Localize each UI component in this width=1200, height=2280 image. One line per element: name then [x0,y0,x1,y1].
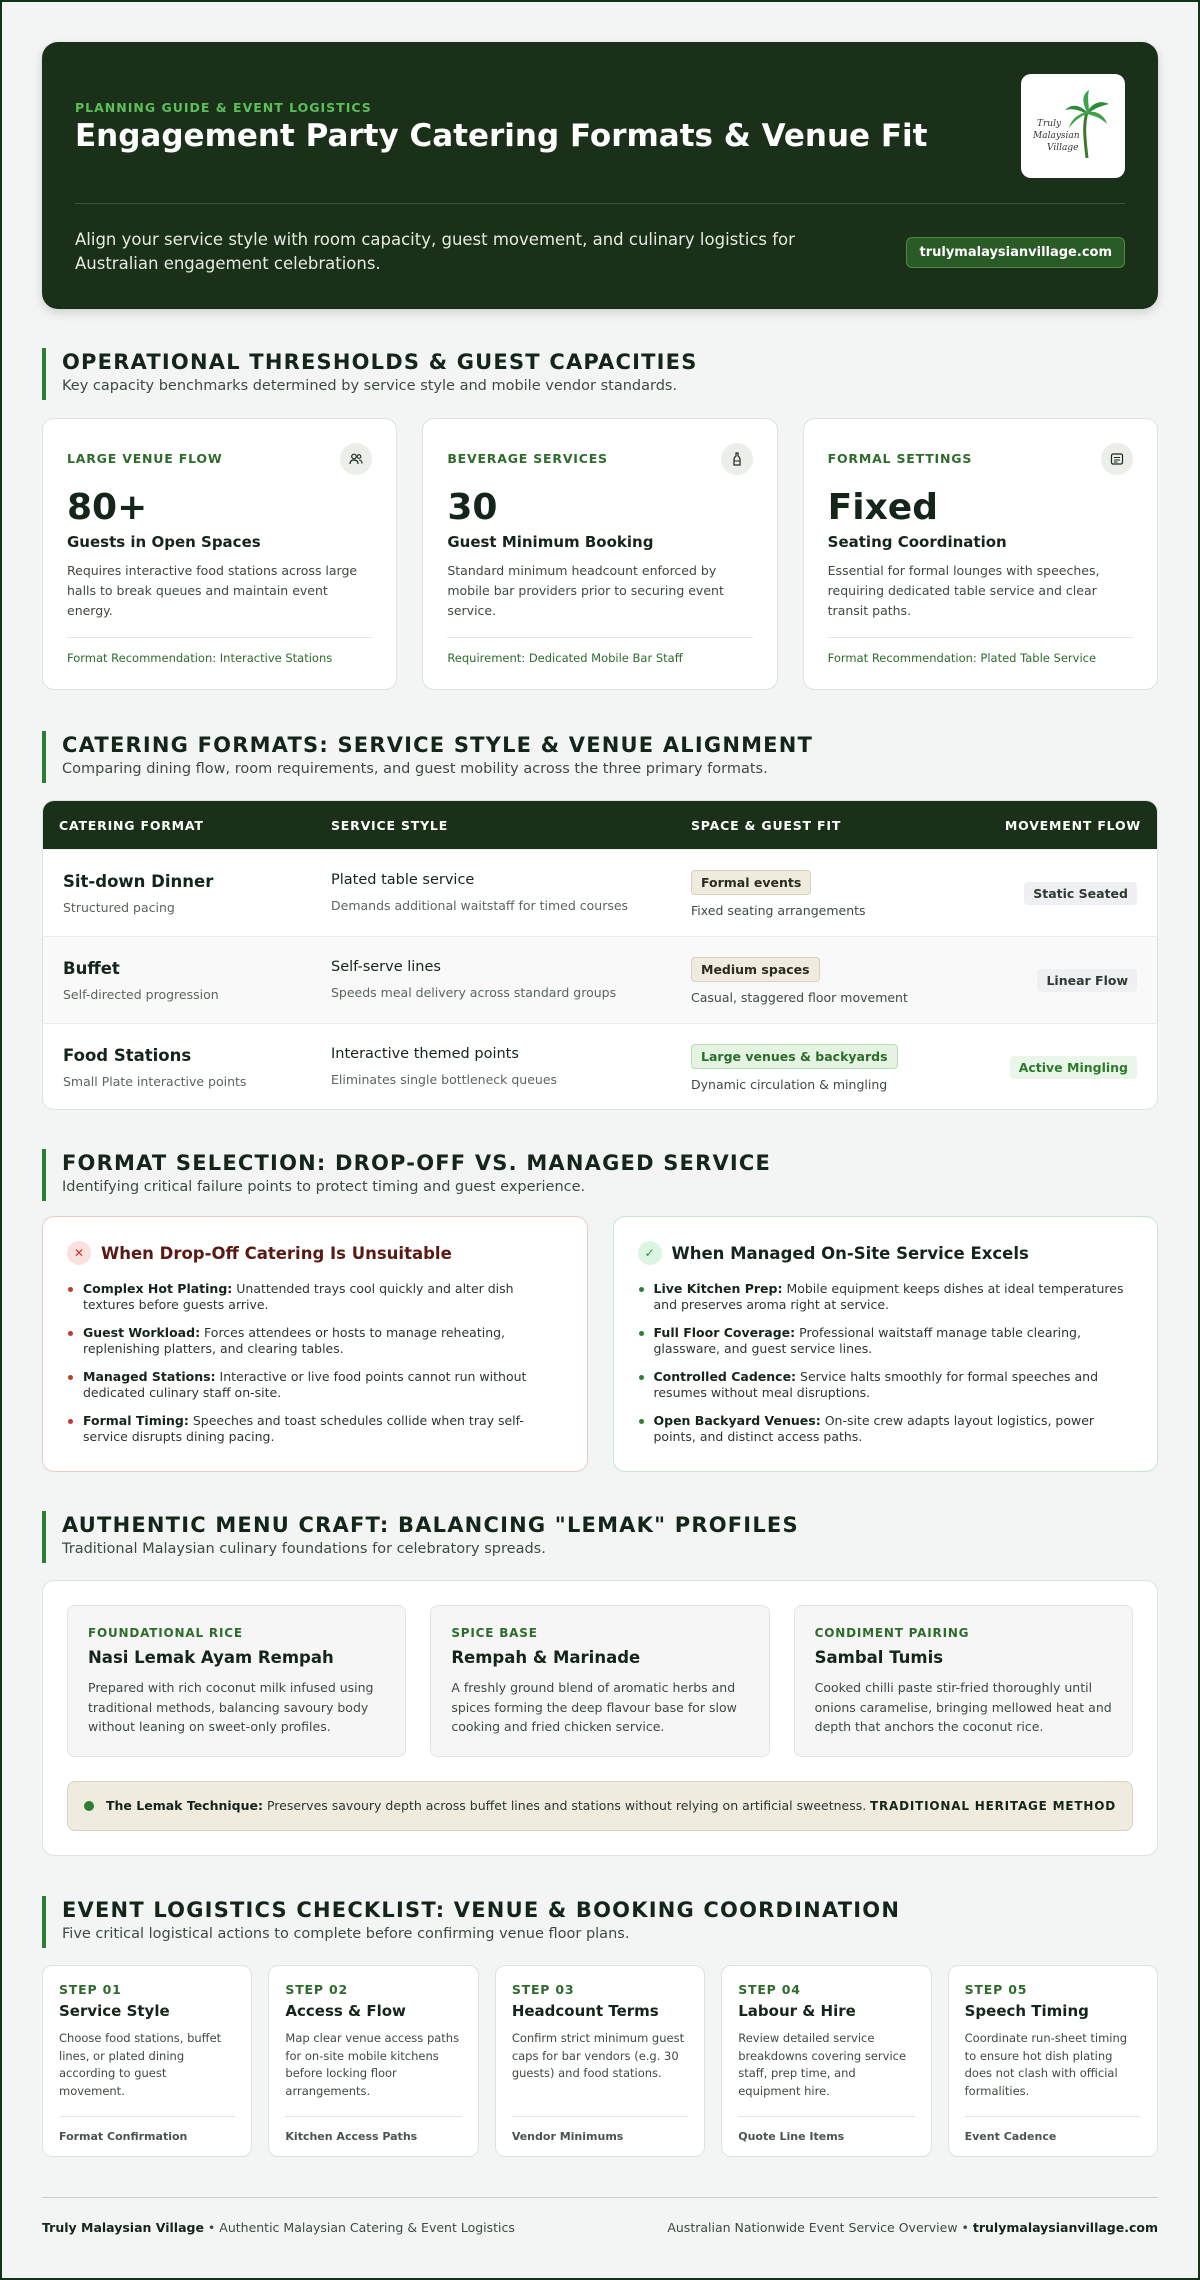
movement-badge: Active Mingling [1010,1056,1137,1079]
hero-divider [75,203,1125,204]
card-description: A freshly ground blend of aromatic herbs and spices forming the deep flavour base for slow cooking and fried chicken service. [451,1680,737,1734]
step-title: Speech Timing [964,2002,1089,2020]
list-item: Controlled Cadence: Service halts smoothly for formal speeches and resumes without meal disruptions. [638,1369,1134,1401]
menu-section-header [42,1511,1158,1563]
capacity-card [42,418,397,690]
step-footer: Format Confirmation [59,2130,188,2143]
format-name: Food Stations [63,1046,192,1065]
capacity-cards [42,418,1158,690]
card-label: Seating Coordination [827,533,1007,551]
guest-fit-note: Casual, staggered floor movement [691,990,908,1005]
list-item: Open Backyard Venues: On-site crew adapts layout logistics, power points, and distinct access paths. [638,1413,1134,1445]
card-description: Cooked chilli paste stir-fried thoroughly until onions caramelise, bringing mellowed heat and depth that anchors the coconut rice. [814,1680,1112,1734]
card-description: Essential for formal lounges with speeches, requiring dedicated table service and clear transit paths. [827,563,1100,618]
section-title: CATERING FORMATS: SERVICE STYLE & VENUE ALIGNMENT [62,733,814,757]
checklist-steps [42,1965,1158,2157]
section-subtitle: Comparing dining flow, room requirements, and guest mobility across the three primary formats. [62,761,768,777]
check-icon: ✓ [638,1241,662,1265]
card-footer: Requirement: Dedicated Mobile Bar Staff [447,651,683,665]
list-item: Guest Workload: Forces attendees or hosts to manage reheating, replenishing platters, and clearing tables. [67,1325,563,1357]
list-item: Complex Hot Plating: Unattended trays cool quickly and alter dish textures before guests arrive. [67,1281,563,1313]
service-style: Self-serve lines [331,959,441,975]
service-style-note: Eliminates single bottleneck queues [331,1072,558,1087]
column-header: CATERING FORMAT [59,818,204,833]
space-fit-tag: Medium spaces [691,957,820,982]
close-icon: ✕ [67,1241,91,1265]
section-subtitle: Identifying critical failure points to protect timing and guest experience. [62,1179,586,1195]
card-title: Rempah & Marinade [451,1648,641,1667]
card-description: Standard minimum headcount enforced by mobile bar providers prior to securing event service. [447,563,724,618]
space-fit-tag: Large venues & backyards [691,1044,898,1069]
step-card [721,1965,931,2157]
step-description: Coordinate run-sheet timing to ensure hot dish plating does not clash with official formalities. [964,2031,1128,2098]
card-title: When Drop-Off Catering Is Unsuitable [101,1243,452,1263]
bullet-list [638,1281,1134,1457]
service-style-note: Demands additional waitstaff for timed courses [331,898,629,913]
format-subtext: Small Plate interactive points [63,1074,247,1089]
technique-text: The Lemak Technique: Preserves savoury depth across buffet lines and stations without relying on artificial sweetness. [106,1798,867,1813]
service-style: Plated table service [331,872,475,888]
table-row [43,936,1157,1023]
list-item: Formal Timing: Speeches and toast schedules collide when tray self-service disrupts dining pacing. [67,1413,563,1445]
menu-card [430,1605,769,1757]
card-footer: Format Recommendation: Plated Table Service [827,651,1097,665]
card-title: Sambal Tumis [814,1648,944,1667]
step-divider [512,2116,688,2117]
guest-fit-note: Dynamic circulation & mingling [691,1077,888,1092]
card-header [638,1241,1029,1265]
card-divider [67,637,372,638]
step-number: STEP 05 [964,1982,1028,1997]
card-footer: Format Recommendation: Interactive Stations [67,651,333,665]
website-badge[interactable]: trulymalaysianvillage.com [906,237,1125,268]
hero-description: Align your service style with room capacity, guest movement, and culinary logistics for Australian engagement celebrations. [75,230,795,273]
menu-panel [42,1580,1158,1856]
step-footer: Kitchen Access Paths [285,2130,418,2143]
card-label: Guests in Open Spaces [67,533,261,551]
checklist-section-header [42,1896,1158,1948]
column-header: MOVEMENT FLOW [1004,818,1141,833]
page-footer [42,2220,1158,2240]
bottle-icon [721,443,753,475]
svg-text:Truly: Truly [1037,119,1062,129]
list-item: Managed Stations: Interactive or live food points cannot run without dedicated culinary staff on-site. [67,1369,563,1401]
movement-badge: Linear Flow [1037,969,1137,992]
format-subtext: Structured pacing [63,900,175,915]
capacity-card [803,418,1158,690]
technique-label: TRADITIONAL HERITAGE METHOD [870,1799,1116,1813]
step-divider [738,2116,914,2117]
step-number: STEP 03 [511,1982,575,1997]
selection-section-header [42,1149,1158,1201]
step-card [495,1965,705,2157]
capacities-section-header [42,348,1158,400]
step-number: STEP 01 [59,1982,122,1997]
card-eyebrow: LARGE VENUE FLOW [67,451,223,466]
format-name: Buffet [63,959,120,978]
hero-banner [42,42,1158,309]
card-divider [447,637,752,638]
card-label: Guest Minimum Booking [447,533,654,551]
format-name: Sit-down Dinner [63,872,214,891]
step-number: STEP 04 [738,1982,801,1997]
step-title: Headcount Terms [511,2002,659,2020]
section-title: FORMAT SELECTION: DROP-OFF VS. MANAGED SERVICE [62,1151,772,1175]
users-icon [340,443,372,475]
step-card [948,1965,1158,2157]
space-fit-tag: Formal events [691,870,811,895]
card-description: Prepared with rich coconut milk infused using traditional methods, balancing savoury body without leaning on sweet-only profiles. [88,1680,374,1734]
drop-off-unsuitable-card [42,1216,588,1472]
section-subtitle: Traditional Malaysian culinary foundations for celebratory spreads. [62,1541,546,1557]
brand-logo [1021,74,1125,178]
footer-website-link[interactable]: trulymalaysianvillage.com [972,2220,1158,2235]
menu-card [67,1605,406,1757]
step-title: Access & Flow [285,2002,406,2020]
hero-eyebrow: PLANNING GUIDE & EVENT LOGISTICS [75,100,372,115]
card-title: When Managed On-Site Service Excels [671,1243,1029,1263]
section-subtitle: Key capacity benchmarks determined by service style and mobile vendor standards. [62,378,678,394]
step-title: Service Style [59,2002,170,2020]
document-icon [1101,443,1133,475]
footer-brand: Truly Malaysian Village • Authentic Malaysian Catering & Event Logistics [42,2220,515,2235]
managed-service-card [613,1216,1159,1472]
service-style-note: Speeds meal delivery across standard groups [331,985,617,1000]
service-comparison [42,1216,1158,1472]
formats-section-header [42,731,1158,783]
step-footer: Vendor Minimums [511,2130,624,2143]
step-description: Review detailed service breakdowns covering service staff, prep time, and equipment hire. [738,2031,907,2098]
list-item: Full Floor Coverage: Professional waitstaff manage table clearing, glassware, and guest service lines. [638,1325,1134,1357]
table-row [43,1023,1157,1110]
card-header [67,1241,452,1265]
menu-cards [67,1605,1133,1757]
step-divider [965,2116,1141,2117]
footer-right: Australian Nationwide Event Service Overview • trulymalaysianvillage.com [667,2220,1158,2235]
bullet-list [67,1281,563,1457]
section-title: AUTHENTIC MENU CRAFT: BALANCING "LEMAK" PROFILES [62,1513,799,1537]
step-footer: Event Cadence [964,2130,1057,2143]
footer-divider [42,2197,1158,2198]
card-title: Nasi Lemak Ayam Rempah [88,1648,334,1667]
table-header [43,801,1157,849]
step-footer: Quote Line Items [738,2130,845,2143]
card-eyebrow: SPICE BASE [451,1626,538,1640]
step-divider [285,2116,461,2117]
svg-text:Village: Village [1047,143,1079,153]
step-description: Map clear venue access paths for on-site mobile kitchens before locking floor arrangements. [285,2031,460,2098]
section-title: OPERATIONAL THRESHOLDS & GUEST CAPACITIES [62,350,698,374]
step-card [42,1965,252,2157]
column-header: SERVICE STYLE [331,818,449,833]
step-description: Confirm strict minimum guest caps for bar vendors (e.g. 30 guests) and food stations. [511,2031,685,2080]
card-eyebrow: FOUNDATIONAL RICE [88,1626,243,1640]
svg-text:Malaysian: Malaysian [1033,131,1080,141]
service-style: Interactive themed points [331,1046,519,1062]
step-divider [59,2116,235,2117]
step-title: Labour & Hire [738,2002,856,2020]
section-subtitle: Five critical logistical actions to complete before confirming venue floor plans. [62,1926,630,1942]
list-item: Live Kitchen Prep: Mobile equipment keeps dishes at ideal temperatures and preserves aroma right at service. [638,1281,1134,1313]
column-header: SPACE & GUEST FIT [691,818,842,833]
formats-table [42,800,1158,1110]
card-eyebrow: CONDIMENT PAIRING [814,1626,970,1640]
menu-card [794,1605,1133,1757]
card-description: Requires interactive food stations across large halls to break queues and maintain event energy. [67,563,358,618]
movement-badge: Static Seated [1024,882,1137,905]
section-title: EVENT LOGISTICS CHECKLIST: VENUE & BOOKING COORDINATION [62,1898,901,1922]
step-description: Choose food stations, buffet lines, or plated dining according to guest movement. [59,2031,222,2098]
card-eyebrow: FORMAL SETTINGS [827,451,973,466]
table-row [43,849,1157,936]
card-eyebrow: BEVERAGE SERVICES [447,451,608,466]
capacity-card [422,418,777,690]
bullet-dot-icon [84,1801,94,1811]
card-value: Fixed [827,487,938,528]
card-value: 30 [447,487,498,528]
palm-logo-icon [1021,74,1125,178]
card-value: 80+ [67,487,148,528]
guest-fit-note: Fixed seating arrangements [691,903,866,918]
page-title: Engagement Party Catering Formats & Venue Fit [75,118,928,154]
card-divider [828,637,1133,638]
format-subtext: Self-directed progression [63,987,219,1002]
step-card [268,1965,478,2157]
technique-callout [67,1781,1133,1831]
step-number: STEP 02 [285,1982,348,1997]
